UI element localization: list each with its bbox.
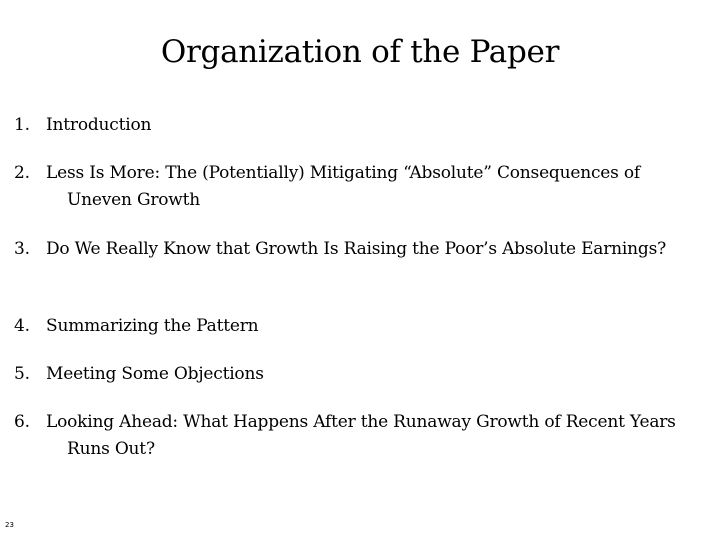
outline-item-number: 6. bbox=[14, 412, 30, 432]
outline-item-text: Do We Really Know that Growth Is Raising the Poor’s Absolute Earnings? bbox=[46, 239, 667, 259]
slide-title: Organization of the Paper bbox=[160, 34, 560, 70]
outline-item-text: Less Is More: The (Potentially) Mitigating “Absolute” Consequences of Uneven Growth bbox=[46, 163, 641, 210]
outline-item-summarizing-pattern bbox=[14, 313, 704, 340]
outline-item-number: 2. bbox=[14, 163, 30, 183]
outline-item-number: 1. bbox=[14, 115, 30, 135]
outline-item-less-is-more bbox=[14, 160, 704, 214]
outline-item-number: 3. bbox=[14, 239, 30, 259]
outline-item-number: 5. bbox=[14, 364, 30, 384]
outline-item-text: Looking Ahead: What Happens After the Runaway Growth of Recent Years Runs Out? bbox=[46, 412, 676, 459]
slide-number: 23 bbox=[5, 521, 14, 529]
outline-item-text: Meeting Some Objections bbox=[46, 364, 264, 384]
outline-item-number: 4. bbox=[14, 316, 30, 336]
outline-item-growth-raising-earnings bbox=[14, 236, 704, 263]
outline-item-looking-ahead bbox=[14, 409, 704, 463]
outline-item-text: Introduction bbox=[46, 115, 152, 135]
outline-item-introduction bbox=[14, 112, 704, 139]
outline-item-text: Summarizing the Pattern bbox=[46, 316, 259, 336]
outline-item-meeting-objections bbox=[14, 361, 704, 388]
